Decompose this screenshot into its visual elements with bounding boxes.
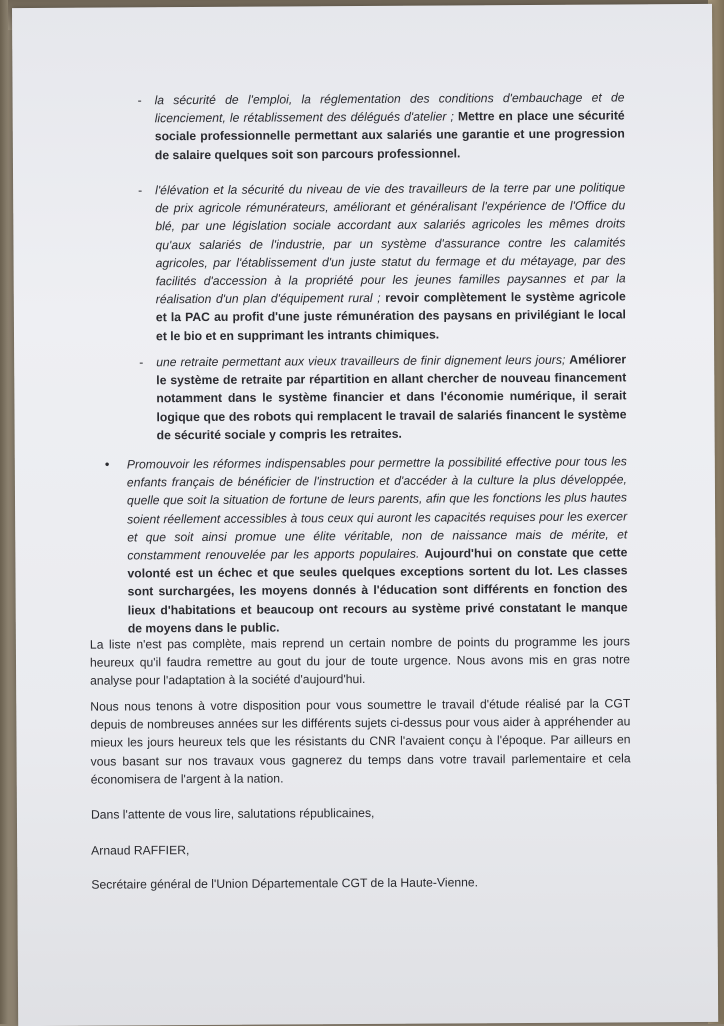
list-item-analysis: Mettre en place une sécurité sociale professionnelle permettant aux salariés une garantie et une progression de salaire quelques soit son parcours professionnel. xyxy=(154,108,625,162)
bullet-item-text: Promouvoir les réformes indispensables pour permettre la possibilité effective pour tous les enfants français de bénéficier de l'instruction et d'accéder à la culture la plus développée, quelle que soit la situation de fortune de leurs parents, afin que les fonctions les plus hautes soient réellement accessibles à tous ceux qui auront les capacités requises pour les exercer et que soit ainsi promue une élite véritable, non de naissance mais de mérite, et constamment renouvelée par les apports populaires. xyxy=(126,454,628,563)
closing-line: Dans l'attente de vous lire, salutations républicaines, xyxy=(90,805,375,822)
list-item-analysis: Améliorer le système de retraite par répartition en allant chercher de nouveau financement notamment dans le système financier et dans l'économie numérique, il serait logique que des robots qui remplacent le travail de salariés financent le système de sécurité sociale y compris les retraites. xyxy=(156,352,627,443)
bullet-marker: • xyxy=(104,456,110,472)
list-item-text: la sécurité de l'emploi, la réglementation des conditions d'embauchage et de licenciement, le rétablissement des délégués d'atelier ; xyxy=(154,90,625,126)
paragraph-availability: Nous nous tenons à votre disposition pour vous soumettre le travail d'étude réalisé par la CGT depuis de nombreuses années sur les différents sujets ci-dessus pour vous aider à appréhender au mieux les jours heureux tels que les résistants du CNR l'avaient conçu à l'époque. Par ailleurs en vous basant sur nos travaux vous gagnerez du temps dans votre travail parlementaire et cela économisera de l'argent à la nation. xyxy=(90,696,631,787)
paper-sheet xyxy=(12,4,718,1026)
signature-title: Secrétaire général de l'Union Départementale CGT de la Haute-Vienne. xyxy=(91,875,479,892)
paragraph-list-note: La liste n'est pas complète, mais reprend un certain nombre de points du programme les jours heureux qu'il faudra remettre au gout du jour de toute urgence. Nous avons mis en gras notre analyse pour l'adaptation à la société d'aujourd'hui. xyxy=(89,634,631,689)
bullet-item-education xyxy=(104,452,628,637)
bullet-item-analysis: Aujourd'hui on constate que cette volonté est un échec et que seules quelques exceptions sortent du lot. Les classes sont surchargées, les moyens donnés à l'éducation sont différents en fonction des lieux d'habitations et beaucoup ont recours au système privé constatant le manque de moyens dans le public. xyxy=(127,545,628,636)
list-item-retirement xyxy=(139,350,627,444)
list-item-text: l'élévation et la sécurité du niveau de vie des travailleurs de la terre par une politique de prix agricole rémunérateurs, améliorant et généralisant l'expérience de l'Office du blé, par une législation sociale accordant aux salariés agricoles les mêmes droits qu'aux salariés de l'industrie, par un système d'assurance contre les calamités agricoles, par l'établissement d'un juste statut du fermage et du métayage, par des facilités d'accession à la propriété pour les jeunes familles paysannes et par la réalisation d'un plan d'équipement rural ; xyxy=(155,180,626,307)
list-item-text: une retraite permettant aux vieux travailleurs de finir dignement leurs jours; xyxy=(156,352,570,370)
list-item-employment xyxy=(137,88,625,164)
list-dash: - xyxy=(138,183,143,198)
background-left xyxy=(0,0,8,1024)
list-dash: - xyxy=(137,93,142,108)
list-dash: - xyxy=(139,355,144,370)
list-item-agriculture xyxy=(138,178,626,345)
list-item-analysis: revoir complètement le système agricole et la PAC au profit d'une juste rémunération des paysans en privilégiant le local et le bio et en supprimant les intrants chimiques. xyxy=(155,289,626,343)
signature-name: Arnaud RAFFIER, xyxy=(91,843,190,858)
